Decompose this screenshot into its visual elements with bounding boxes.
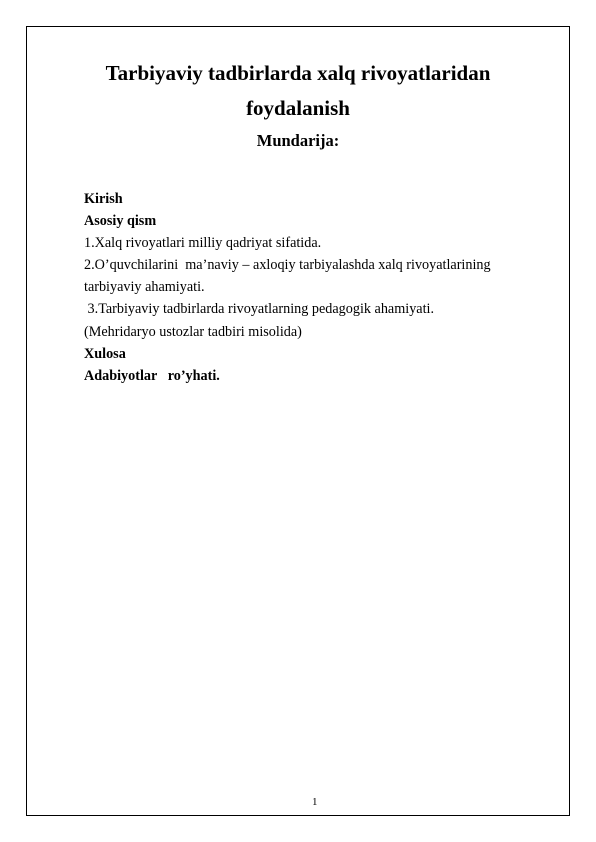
- toc-item-1: 1.Xalq rivoyatlari milliy qadriyat sifatida.: [84, 235, 322, 252]
- toc-item-main-part: Asosiy qism: [84, 213, 157, 230]
- contents-heading: Mundarija:: [256, 131, 340, 150]
- toc-item-introduction: Kirish: [84, 191, 123, 207]
- toc-item-references: Adabiyotlar ro’yhati.: [84, 367, 220, 384]
- toc-item-2: 2.O’quvchilarini ma’naviy – axloqiy tarbiyalashda xalq rivoyatlarining: [84, 257, 491, 274]
- table-of-contents: [84, 188, 491, 387]
- page-number: 1: [312, 796, 318, 808]
- toc-item-2-continued: tarbiyaviy ahamiyati.: [84, 279, 205, 296]
- document-title-line-2: foydalanish: [246, 96, 350, 120]
- document-title-line-1: Tarbiyaviy tadbirlarda xalq rivoyatlaridan: [105, 61, 491, 85]
- toc-item-conclusion: Xulosa: [84, 345, 126, 362]
- toc-item-3-continued: (Mehridaryo ustozlar tadbiri misolida): [84, 323, 302, 340]
- toc-item-3: 3.Tarbiyaviy tadbirlarda rivoyatlarning pedagogik ahamiyati.: [84, 301, 435, 318]
